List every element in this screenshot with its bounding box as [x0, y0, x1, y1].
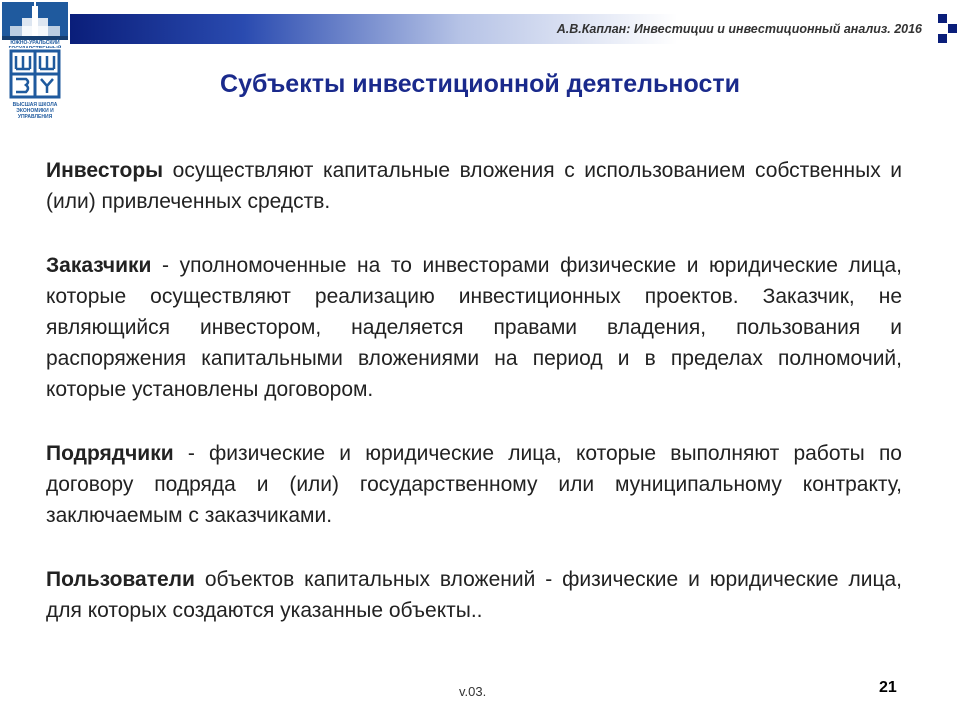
term-contractors: Подрядчики — [46, 442, 174, 465]
definition-customers: - уполномоченные на то инвесторами физические и юридические лица, которые осуществляют реализацию инвестиционных проектов. Заказчик, не являющийся инвестором, наделяется правами владения, пользования и распоряжения капитальными вложениями на период и в пределах полномочий, которые установлены договором. — [46, 254, 902, 401]
university-logo — [2, 2, 68, 118]
slide-title: Субъекты инвестиционной деятельности — [220, 70, 740, 98]
paragraph-users — [46, 564, 902, 626]
building-icon — [2, 2, 68, 40]
paragraph-contractors — [46, 438, 902, 531]
header-author-course: А.В.Каплан: Инвестиции и инвестиционный анализ. 2016 — [556, 22, 922, 36]
term-customers: Заказчики — [46, 254, 152, 277]
slide-content — [46, 155, 902, 659]
version-label: v.03. — [459, 684, 487, 699]
definition-contractors: - физические и юридические лица, которые выполняют работы по договору подряда и (или) государственному или муниципальному контракту, заключаемым с заказчиками. — [46, 442, 902, 527]
paragraph-investors — [46, 155, 902, 217]
term-users: Пользователи — [46, 568, 195, 591]
logo-subcaption: ВЫСШАЯ ШКОЛА ЭКОНОМИКИ И УПРАВЛЕНИЯ — [12, 102, 58, 120]
header-decoration — [938, 14, 958, 44]
definition-users: объектов капитальных вложений - физические и юридические лица, для которых создаются указанные объекты.. — [46, 568, 902, 622]
logo-caption: ЮЖНО-УРАЛЬСКИЙ — [10, 40, 60, 46]
definition-investors: осуществляют капитальные вложения с использованием собственных и (или) привлеченных средств. — [46, 159, 902, 213]
paragraph-customers — [46, 250, 902, 405]
term-investors: Инвесторы — [46, 159, 164, 182]
page-number: 21 — [879, 679, 897, 696]
